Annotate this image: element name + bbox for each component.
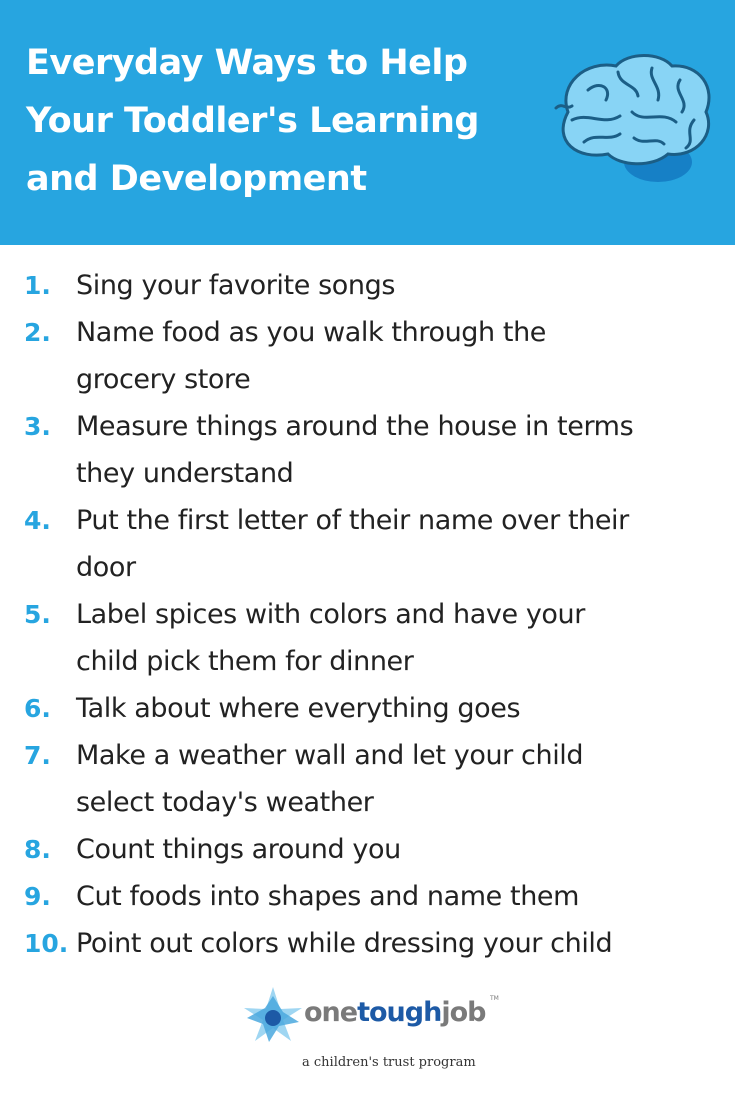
list-item (0, 685, 735, 732)
item-text (76, 309, 696, 403)
item-number: 5. (24, 600, 51, 629)
star-flower-icon (242, 985, 304, 1047)
item-text (76, 732, 696, 826)
item-number: 7. (24, 741, 51, 770)
item-text (76, 826, 696, 873)
logo-tagline: a children's trust program (302, 1055, 476, 1070)
list-item (0, 262, 735, 309)
tips-list (0, 262, 735, 967)
item-text (76, 685, 696, 732)
item-number: 4. (24, 506, 51, 535)
item-text (76, 497, 696, 591)
item-text-line: grocery store (76, 364, 251, 395)
item-number: 8. (24, 835, 51, 864)
logo-word-job: job (441, 997, 486, 1028)
item-text-line: Cut foods into shapes and name them (76, 881, 580, 912)
item-text (76, 920, 696, 967)
item-text-line: Name food as you walk through the (76, 317, 547, 348)
item-text-line: Sing your favorite songs (76, 270, 396, 301)
item-text (76, 403, 696, 497)
item-number: 1. (24, 271, 51, 300)
item-text-line: Put the first letter of their name over their (76, 505, 629, 536)
item-number: 3. (24, 412, 51, 441)
logo-word-tough: tough (357, 997, 442, 1028)
item-number: 9. (24, 882, 51, 911)
item-number: 2. (24, 318, 51, 347)
item-text (76, 591, 696, 685)
page-title (26, 34, 546, 208)
item-text-line: Measure things around the house in terms (76, 411, 634, 442)
title-line: and Development (26, 159, 367, 199)
title-line: Your Toddler's Learning (26, 101, 479, 141)
item-text-line: select today's weather (76, 787, 374, 818)
list-item (0, 920, 735, 967)
list-item (0, 591, 735, 685)
title-line: Everyday Ways to Help (26, 43, 468, 83)
item-text-line: Talk about where everything goes (76, 693, 521, 724)
list-item (0, 497, 735, 591)
list-item (0, 826, 735, 873)
item-text-line: child pick them for dinner (76, 646, 414, 677)
list-item (0, 732, 735, 826)
item-text (76, 262, 696, 309)
list-item (0, 309, 735, 403)
onetoughjob-logo[interactable] (242, 985, 502, 1075)
list-item (0, 873, 735, 920)
item-text (76, 873, 696, 920)
trademark-mark: TM (490, 995, 499, 1002)
item-text-line: Count things around you (76, 834, 401, 865)
brain-icon (548, 50, 716, 190)
item-text-line: Point out colors while dressing your child (76, 928, 613, 959)
item-text-line: door (76, 552, 136, 583)
item-number: 6. (24, 694, 51, 723)
list-item (0, 403, 735, 497)
header-banner (0, 0, 735, 245)
logo-word-one: one (304, 997, 358, 1028)
item-text-line: Make a weather wall and let your child (76, 740, 584, 771)
logo-wordmark (304, 997, 485, 1028)
item-text-line: Label spices with colors and have your (76, 599, 585, 630)
item-text-line: they understand (76, 458, 294, 489)
item-number: 10. (24, 929, 69, 958)
